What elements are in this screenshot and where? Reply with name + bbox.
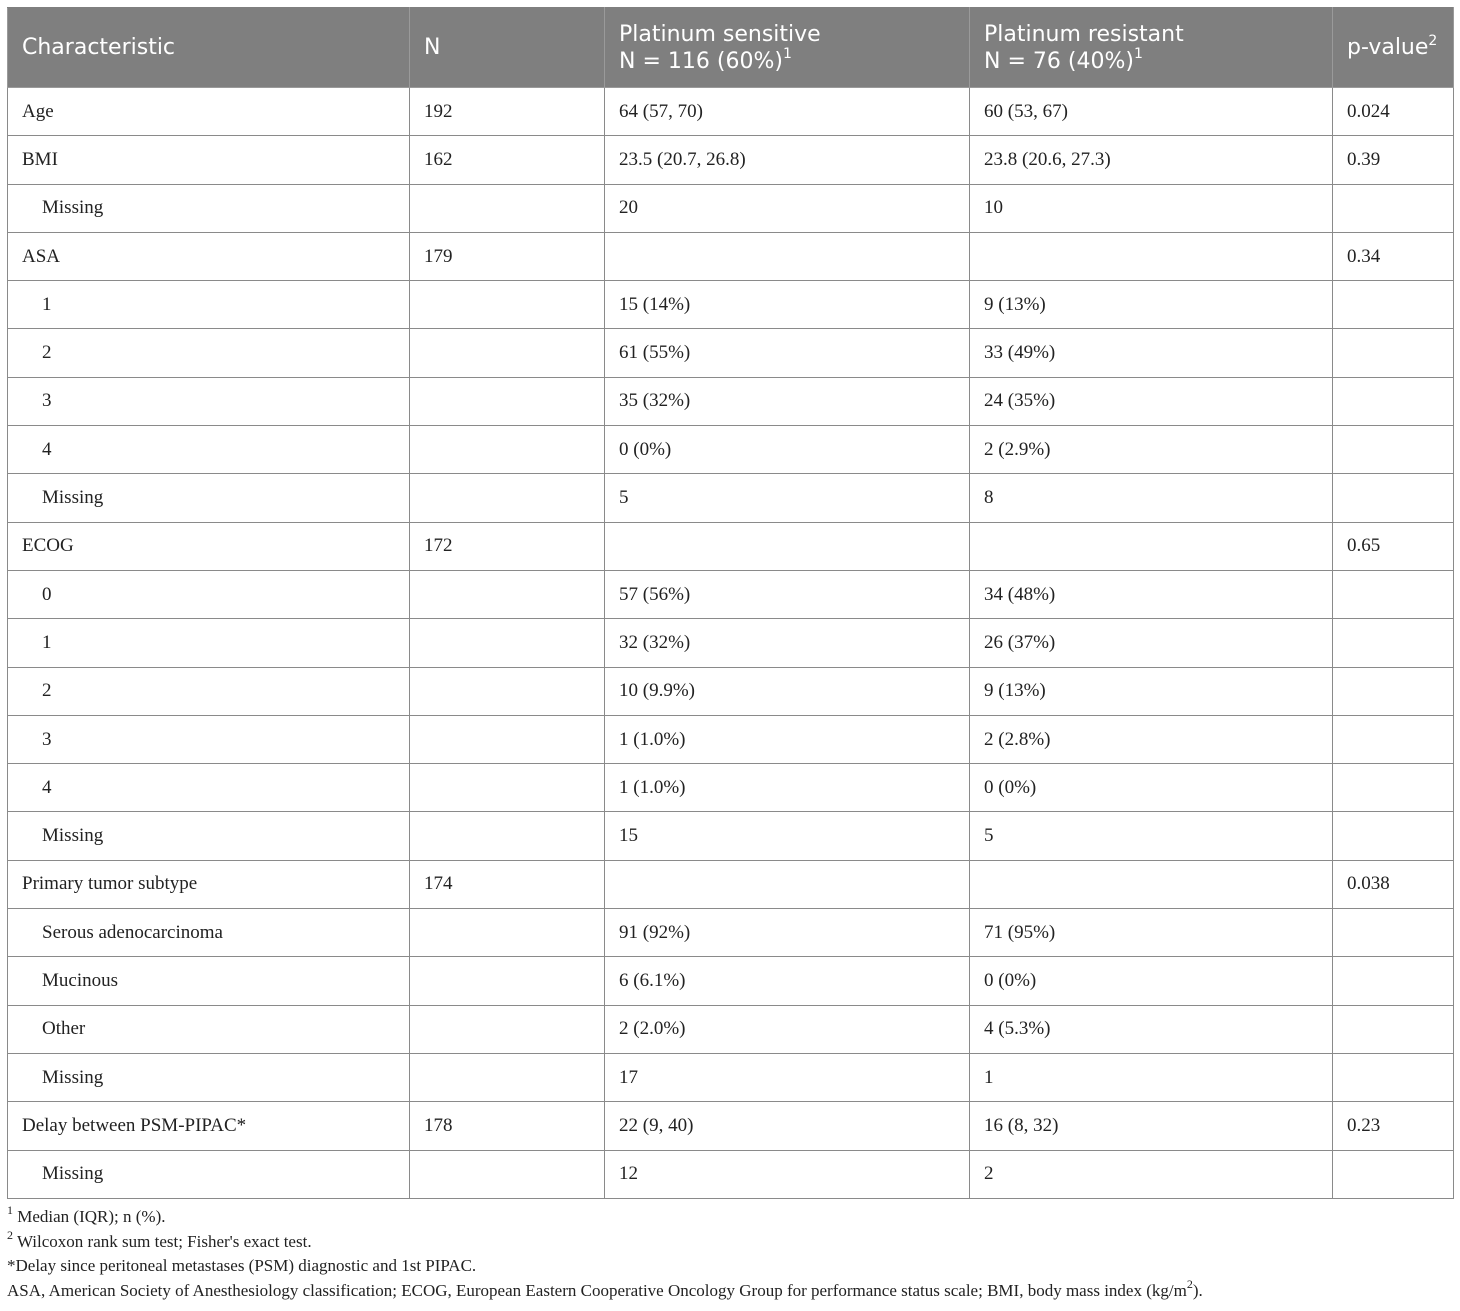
- header-p-value: p-value$^2$: [1333, 8, 1454, 88]
- header-platinum-resistant: [970, 8, 1333, 88]
- cell-platinum-sensitive: 35 (32%): [605, 377, 970, 425]
- cell-platinum-sensitive: 17: [605, 1053, 970, 1101]
- cell-p-value: 0.038: [1333, 860, 1454, 908]
- header-sensitive-line1: Platinum sensitive: [619, 21, 821, 47]
- cell-platinum-resistant: 8: [970, 474, 1333, 522]
- characteristics-table-container: [7, 7, 1453, 1199]
- cell-platinum-resistant: [970, 860, 1333, 908]
- cell-p-value: [1333, 184, 1454, 232]
- cell-p-value: [1333, 474, 1454, 522]
- cell-platinum-sensitive: 1 (1.0%): [605, 764, 970, 812]
- table-row: [8, 1005, 1454, 1053]
- table-row: [8, 184, 1454, 232]
- row-label: 4: [8, 764, 410, 812]
- row-label: Serous adenocarcinoma: [8, 909, 410, 957]
- cell-platinum-resistant: 16 (8, 32): [970, 1102, 1333, 1150]
- cell-platinum-resistant: 0 (0%): [970, 764, 1333, 812]
- cell-n: [410, 812, 605, 860]
- cell-p-value: [1333, 329, 1454, 377]
- cell-n: [410, 377, 605, 425]
- footnote-abbreviations: ASA, American Society of Anesthesiology classification; ECOG, European Eastern Cooperative Oncology Group for performance status scale; BMI, body mass index $(kg/m^2)$.: [7, 1276, 1203, 1300]
- cell-platinum-sensitive: 91 (92%): [605, 909, 970, 957]
- cell-n: [410, 667, 605, 715]
- cell-platinum-resistant: 5: [970, 812, 1333, 860]
- cell-n: 172: [410, 522, 605, 570]
- table-footnotes: [7, 1205, 1453, 1303]
- table-row: [8, 715, 1454, 763]
- header-sensitive-line2: N = 116 $(60\%)^1$: [619, 46, 792, 74]
- cell-platinum-sensitive: 20: [605, 184, 970, 232]
- cell-platinum-resistant: [970, 232, 1333, 280]
- row-label: ECOG: [8, 522, 410, 570]
- footnote-3: *Delay since peritoneal metastases (PSM) diagnostic and 1st PIPAC.: [7, 1256, 477, 1275]
- table-row: [8, 860, 1454, 908]
- cell-platinum-resistant: 24 (35%): [970, 377, 1333, 425]
- table-row: [8, 377, 1454, 425]
- table-row: [8, 909, 1454, 957]
- cell-n: [410, 619, 605, 667]
- table-header-row: [8, 8, 1454, 88]
- cell-n: [410, 329, 605, 377]
- row-label: Missing: [8, 1053, 410, 1101]
- cell-platinum-sensitive: 5: [605, 474, 970, 522]
- cell-platinum-resistant: 2: [970, 1150, 1333, 1198]
- cell-platinum-resistant: 0 (0%): [970, 957, 1333, 1005]
- cell-platinum-resistant: 34 (48%): [970, 570, 1333, 618]
- cell-p-value: [1333, 1053, 1454, 1101]
- table-row: [8, 136, 1454, 184]
- table-row: [8, 281, 1454, 329]
- footnote-ref-1: 1: [782, 46, 792, 63]
- cell-platinum-sensitive: 64 (57, 70): [605, 88, 970, 136]
- cell-platinum-sensitive: 0 (0%): [605, 426, 970, 474]
- table-row: [8, 667, 1454, 715]
- cell-platinum-sensitive: [605, 860, 970, 908]
- characteristics-table: [7, 7, 1454, 1199]
- cell-platinum-sensitive: 10 (9.9%): [605, 667, 970, 715]
- footnote-2: $^2$ Wilcoxon rank sum test; Fisher's exact test.: [7, 1227, 312, 1251]
- row-label: Primary tumor subtype: [8, 860, 410, 908]
- header-resistant-line1: Platinum resistant: [984, 21, 1184, 47]
- row-label: 3: [8, 377, 410, 425]
- table-row: [8, 812, 1454, 860]
- cell-platinum-resistant: 9 (13%): [970, 281, 1333, 329]
- row-label: 0: [8, 570, 410, 618]
- cell-n: [410, 764, 605, 812]
- table-row: [8, 88, 1454, 136]
- table-row: [8, 426, 1454, 474]
- cell-n: [410, 426, 605, 474]
- cell-n: [410, 281, 605, 329]
- cell-p-value: [1333, 812, 1454, 860]
- cell-p-value: [1333, 1150, 1454, 1198]
- cell-platinum-sensitive: 15 (14%): [605, 281, 970, 329]
- cell-platinum-resistant: 33 (49%): [970, 329, 1333, 377]
- row-label: Mucinous: [8, 957, 410, 1005]
- footnote-ref-2: 2: [1428, 32, 1438, 49]
- cell-p-value: [1333, 377, 1454, 425]
- row-label: 1: [8, 619, 410, 667]
- footnote-1: $^1$ Median (IQR); n (%).: [7, 1203, 166, 1226]
- cell-p-value: 0.024: [1333, 88, 1454, 136]
- header-characteristic: Characteristic: [8, 8, 410, 88]
- cell-n: 162: [410, 136, 605, 184]
- cell-n: [410, 474, 605, 522]
- cell-n: 179: [410, 232, 605, 280]
- cell-p-value: [1333, 426, 1454, 474]
- cell-platinum-sensitive: [605, 522, 970, 570]
- cell-p-value: 0.65: [1333, 522, 1454, 570]
- header-n: N: [410, 8, 605, 88]
- cell-n: 174: [410, 860, 605, 908]
- row-label: 4: [8, 426, 410, 474]
- cell-platinum-sensitive: 61 (55%): [605, 329, 970, 377]
- cell-platinum-sensitive: [605, 232, 970, 280]
- row-label: 1: [8, 281, 410, 329]
- cell-platinum-resistant: 23.8 (20.6, 27.3): [970, 136, 1333, 184]
- cell-platinum-resistant: 2 (2.9%): [970, 426, 1333, 474]
- cell-n: [410, 909, 605, 957]
- cell-p-value: [1333, 619, 1454, 667]
- cell-n: [410, 1150, 605, 1198]
- cell-platinum-resistant: 1: [970, 1053, 1333, 1101]
- table-row: [8, 329, 1454, 377]
- cell-n: [410, 957, 605, 1005]
- cell-platinum-resistant: 9 (13%): [970, 667, 1333, 715]
- cell-p-value: [1333, 764, 1454, 812]
- cell-platinum-resistant: 71 (95%): [970, 909, 1333, 957]
- cell-platinum-sensitive: 32 (32%): [605, 619, 970, 667]
- cell-platinum-sensitive: 15: [605, 812, 970, 860]
- table-row: [8, 1150, 1454, 1198]
- row-label: 2: [8, 329, 410, 377]
- cell-n: [410, 570, 605, 618]
- cell-p-value: [1333, 667, 1454, 715]
- cell-platinum-sensitive: 23.5 (20.7, 26.8): [605, 136, 970, 184]
- cell-n: 178: [410, 1102, 605, 1150]
- cell-p-value: 0.34: [1333, 232, 1454, 280]
- table-row: [8, 570, 1454, 618]
- header-platinum-sensitive: [605, 8, 970, 88]
- row-label: Delay between PSM-PIPAC*: [8, 1102, 410, 1150]
- table-row: [8, 232, 1454, 280]
- cell-n: [410, 184, 605, 232]
- table-row: [8, 474, 1454, 522]
- cell-platinum-resistant: [970, 522, 1333, 570]
- cell-platinum-sensitive: 12: [605, 1150, 970, 1198]
- cell-p-value: 0.23: [1333, 1102, 1454, 1150]
- cell-p-value: [1333, 957, 1454, 1005]
- cell-platinum-resistant: 60 (53, 67): [970, 88, 1333, 136]
- row-label: Missing: [8, 184, 410, 232]
- row-label: 3: [8, 715, 410, 763]
- cell-platinum-resistant: 2 (2.8%): [970, 715, 1333, 763]
- footnote-ref-1: 1: [1133, 46, 1143, 63]
- row-label: Missing: [8, 812, 410, 860]
- table-row: [8, 619, 1454, 667]
- row-label: 2: [8, 667, 410, 715]
- row-label: Missing: [8, 1150, 410, 1198]
- cell-platinum-sensitive: 22 (9, 40): [605, 1102, 970, 1150]
- cell-n: 192: [410, 88, 605, 136]
- cell-platinum-sensitive: 6 (6.1%): [605, 957, 970, 1005]
- cell-p-value: [1333, 570, 1454, 618]
- table-row: [8, 522, 1454, 570]
- cell-n: [410, 1005, 605, 1053]
- header-resistant-line2: N = 76 $(40\%)^1$: [984, 46, 1143, 74]
- row-label: Other: [8, 1005, 410, 1053]
- row-label: BMI: [8, 136, 410, 184]
- row-label: ASA: [8, 232, 410, 280]
- cell-platinum-resistant: 26 (37%): [970, 619, 1333, 667]
- cell-p-value: [1333, 1005, 1454, 1053]
- table-body: [8, 88, 1454, 1199]
- cell-p-value: 0.39: [1333, 136, 1454, 184]
- cell-n: [410, 1053, 605, 1101]
- table-row: [8, 1102, 1454, 1150]
- cell-n: [410, 715, 605, 763]
- cell-platinum-sensitive: 57 (56%): [605, 570, 970, 618]
- cell-p-value: [1333, 909, 1454, 957]
- cell-platinum-sensitive: 1 (1.0%): [605, 715, 970, 763]
- cell-platinum-sensitive: 2 (2.0%): [605, 1005, 970, 1053]
- table-row: [8, 764, 1454, 812]
- row-label: Age: [8, 88, 410, 136]
- row-label: Missing: [8, 474, 410, 522]
- cell-p-value: [1333, 281, 1454, 329]
- cell-platinum-resistant: 10: [970, 184, 1333, 232]
- table-row: [8, 957, 1454, 1005]
- cell-platinum-resistant: 4 (5.3%): [970, 1005, 1333, 1053]
- cell-p-value: [1333, 715, 1454, 763]
- table-row: [8, 1053, 1454, 1101]
